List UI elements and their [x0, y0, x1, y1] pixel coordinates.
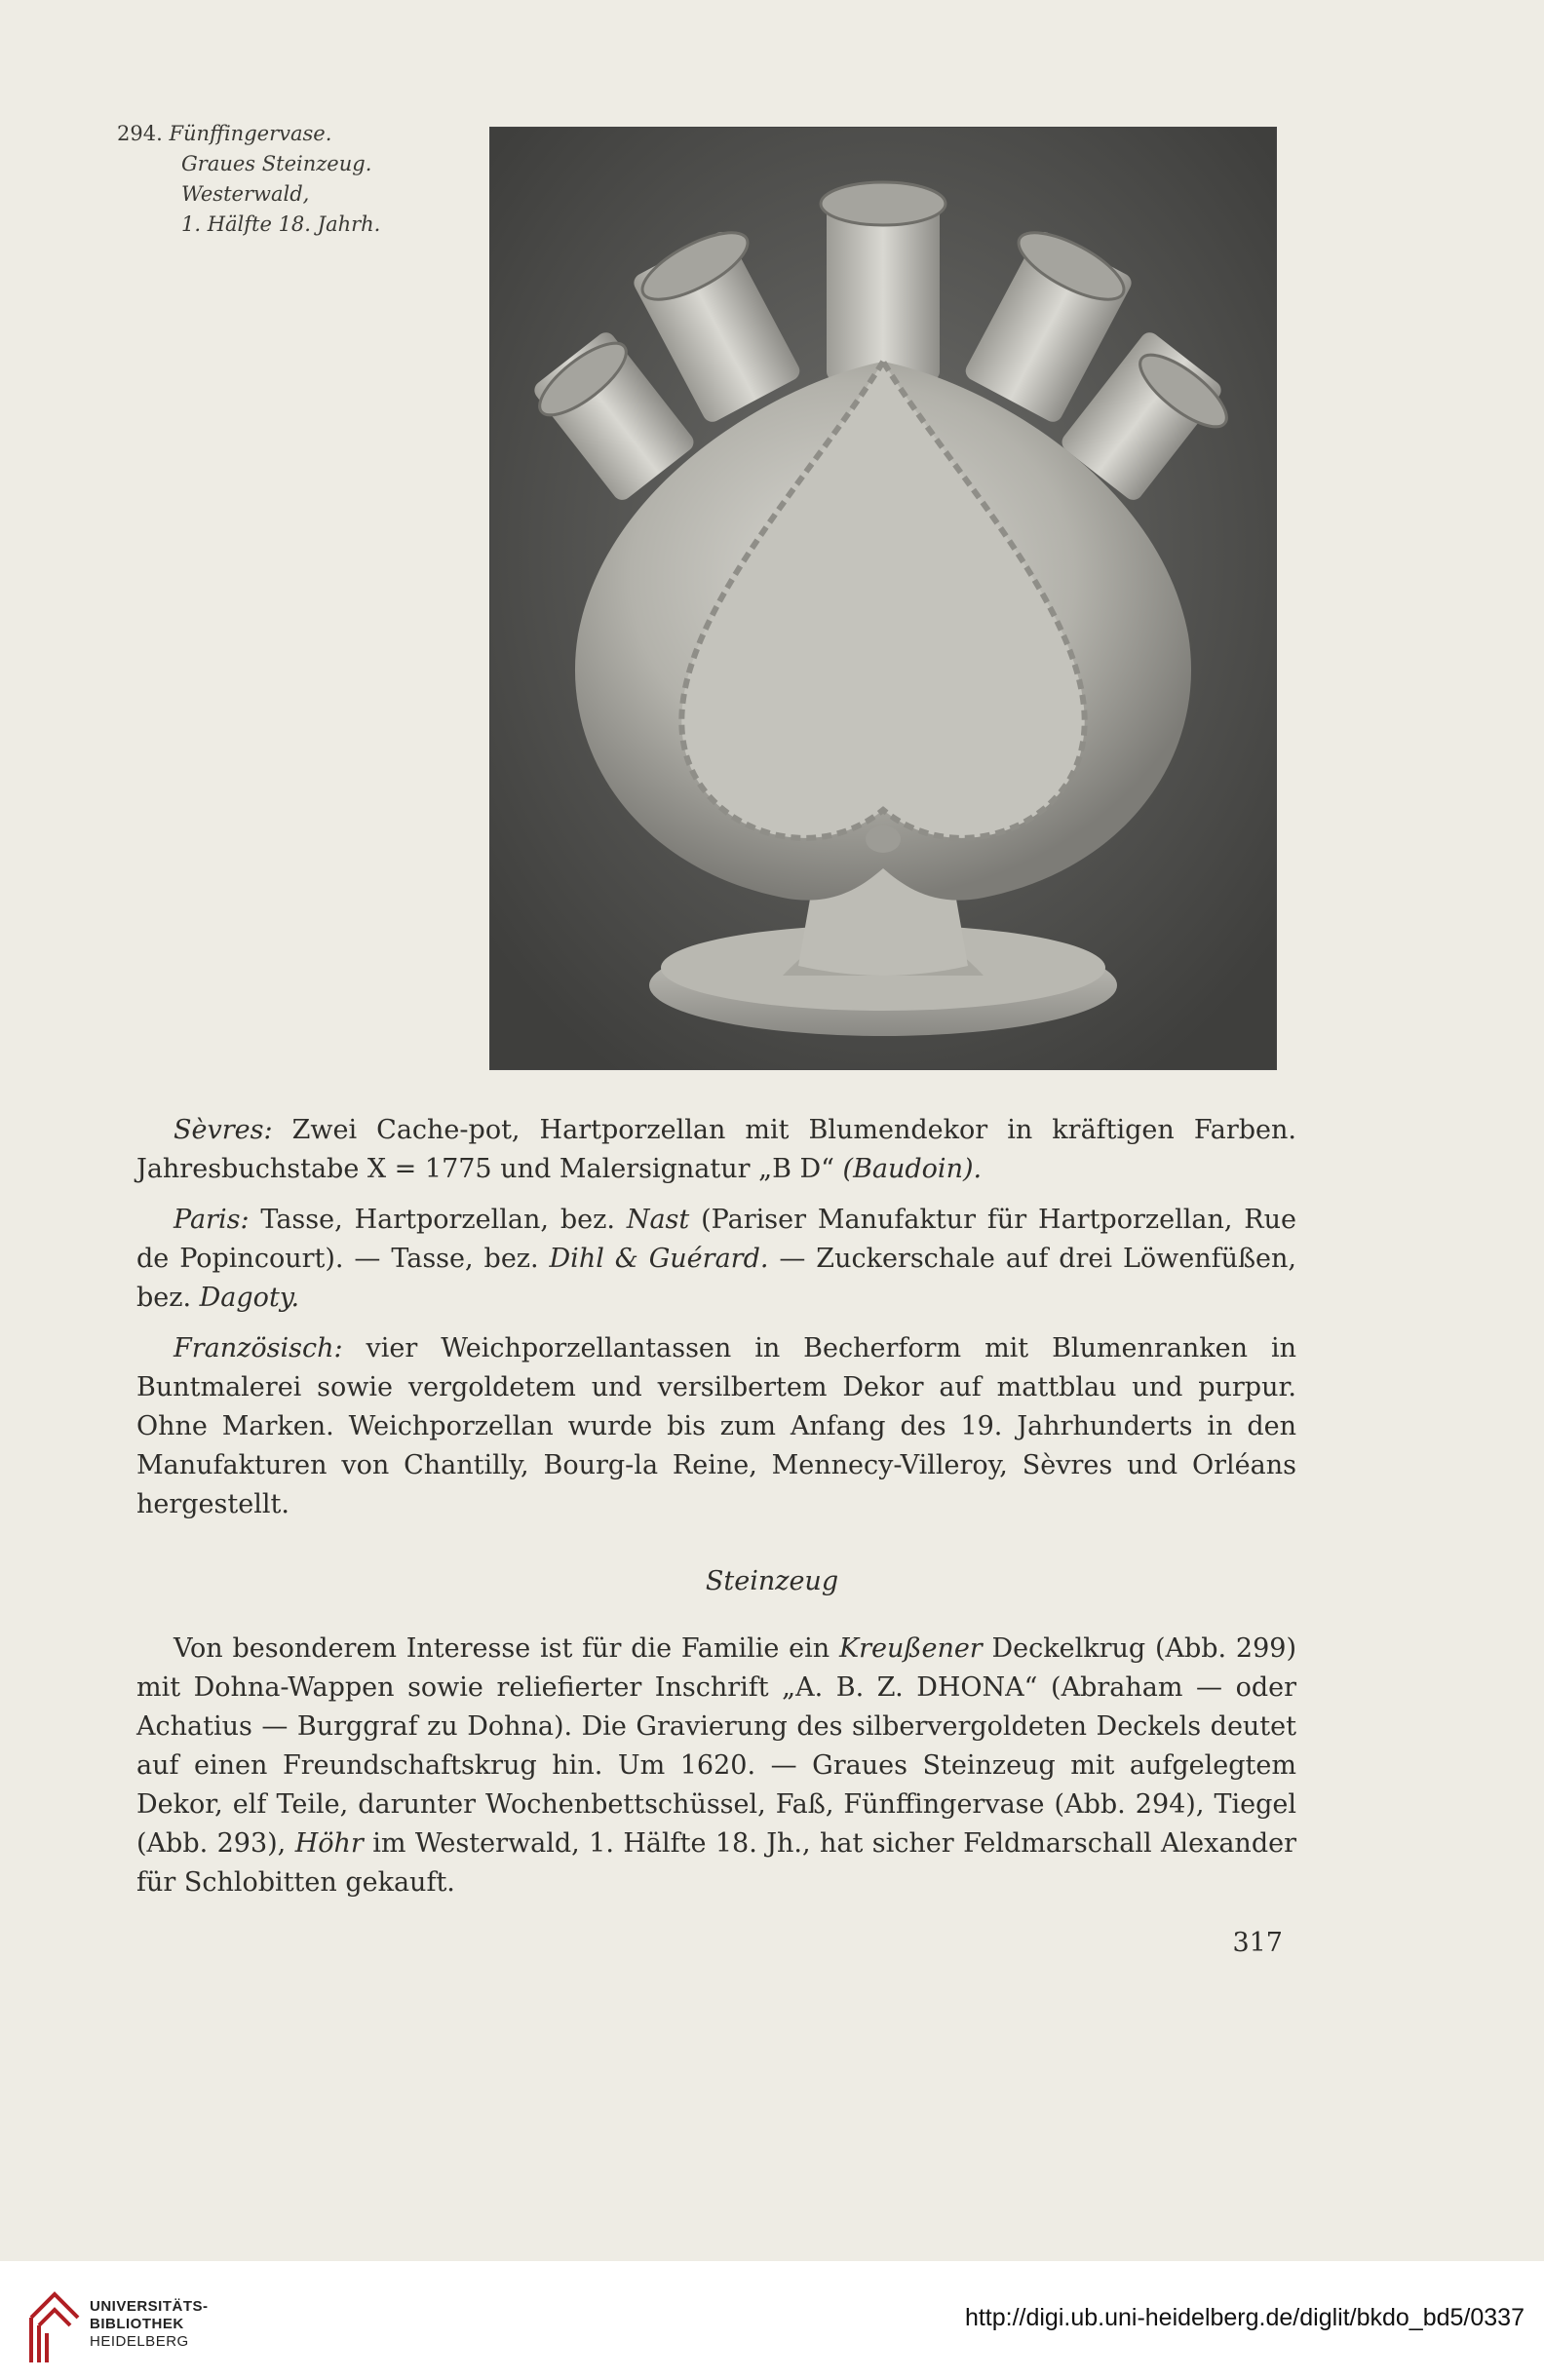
steinzeug-kreussener: Kreußener [838, 1633, 983, 1664]
paris-dagoty: Dagoty. [199, 1283, 300, 1313]
paris-dihl: Dihl & Guérard. [549, 1244, 769, 1274]
figure-caption [117, 119, 409, 240]
caption-origin: Westerwald, [181, 182, 310, 206]
steinzeug-text2: Deckelkrug (Abb. 299) mit Dohna-Wappen sowie reliefierter Inschrift „A. B. Z. DHONA“ (Abraham — oder Achatius — Burggraf zu Dohna). Die Gravierung des silbervergoldeten Deckels deutet auf einen Freundschaftskrug hin. Um 1620. — Graues Steinzeug mit aufgelegtem Dekor, elf Teile, darunter Wochenbettschüssel, Faß, Fünffingervase (Abb. 294), Tiegel (Abb. 293), [136, 1633, 1297, 1859]
paris-text2: (Pariser Manufaktur für Hartporzellan, Rue de Popincourt). — Tasse, bez. [136, 1205, 1296, 1274]
caption-title: Fünffingervase. [169, 122, 332, 145]
sevres-text: Zwei Cache-pot, Hartporzellan mit Blumendekor in kräftigen Farben. Jahresbuchstabe X = 1775 und Malersignatur „B D“ [136, 1115, 1296, 1184]
page-number: 317 [1232, 1928, 1283, 1958]
library-logo-icon [25, 2279, 84, 2366]
franz-label: Französisch: [174, 1333, 343, 1363]
paragraph-paris [136, 1201, 1296, 1318]
franz-text: vier Weichporzellantassen in Becherform mit Blumenranken in Buntmalerei sowie vergoldetem und versilbertem Dekor auf mattblau und purpur. Ohne Marken. Weichporzellan wurde bis zum Anfang des 19. Jahrhunderts in den Manufakturen von Chantilly, Bourg-la Reine, Mennecy-Villeroy, Sèvres und Orléans hergestellt. [136, 1333, 1296, 1519]
section-heading: Steinzeug [705, 1566, 839, 1596]
steinzeug-hoehr: Höhr [294, 1828, 364, 1859]
source-url[interactable]: http://digi.ub.uni-heidelberg.de/diglit/bkdo_bd5/0337 [964, 2304, 1525, 2331]
steinzeug-text1: Von besonderem Interesse ist für die Familie ein [174, 1633, 839, 1664]
paragraph-sevres [136, 1111, 1296, 1189]
text-block-porcelain [136, 1111, 1296, 1536]
library-name-line1: UNIVERSITÄTS- [90, 2298, 209, 2315]
paris-nast: Nast [626, 1205, 690, 1235]
paragraph-franzoesisch [136, 1329, 1296, 1524]
steinzeug-text3: im Westerwald, 1. Hälfte 18. Jh., hat sicher Feldmarschall Alexander für Schlobitten gekauft. [136, 1828, 1296, 1898]
caption-date: 1. Hälfte 18. Jahrh. [181, 212, 381, 236]
paris-label: Paris: [174, 1205, 250, 1235]
vase-illustration [490, 128, 1276, 1069]
library-name-line3: HEIDELBERG [90, 2333, 189, 2350]
sevres-baudoin: (Baudoin). [842, 1154, 983, 1184]
paragraph-steinzeug [136, 1630, 1296, 1902]
library-name-line2: BIBLIOTHEK [90, 2316, 184, 2332]
library-name [90, 2298, 209, 2351]
sevres-label: Sèvres: [174, 1115, 273, 1145]
figure-number: 294. [117, 122, 163, 145]
vase-photograph [489, 127, 1277, 1070]
paris-text3: — Zuckerschale auf drei Löwenfüßen, bez. [136, 1244, 1297, 1313]
text-block-steinzeug [136, 1630, 1296, 1914]
footer-bar [0, 2261, 1544, 2380]
caption-material: Graues Steinzeug. [181, 152, 372, 175]
paris-text1: Tasse, Hartporzellan, bez. [249, 1205, 627, 1235]
